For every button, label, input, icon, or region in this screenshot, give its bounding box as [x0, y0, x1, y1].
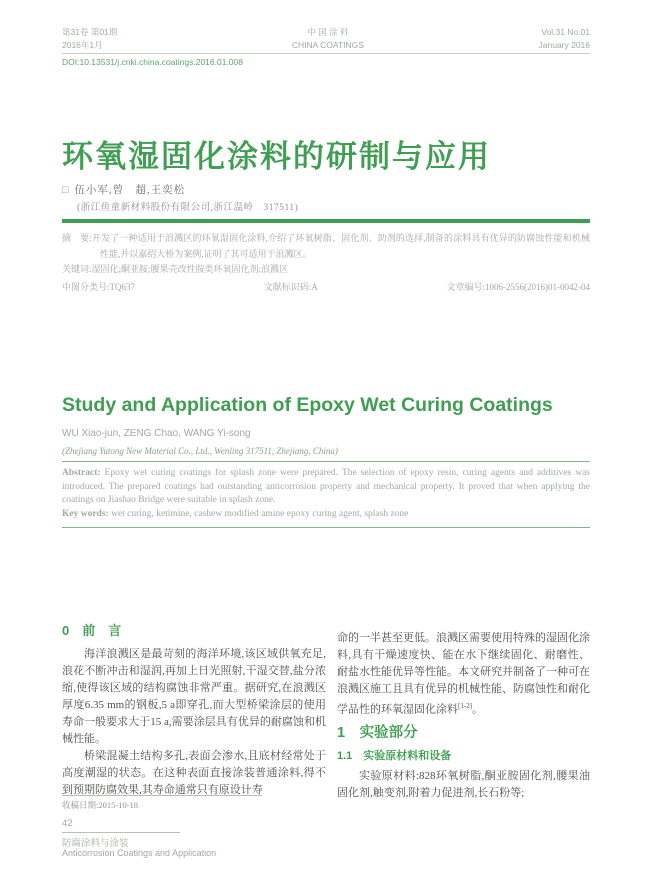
volume-issue-en: Vol.31 No.01	[541, 27, 590, 37]
article-id: 文章编号:1006-2556(2016)01-0042-04	[446, 281, 590, 292]
journal-name-en: CHINA COATINGS	[291, 40, 364, 50]
masthead	[62, 26, 590, 52]
abstract-label-en: Abstract:	[62, 468, 101, 478]
abstract-label-cn: 摘 要:	[62, 233, 92, 243]
abstract-text-en: Epoxy wet curing coatings for splash zone were prepared. The selection of epoxy resin, curing agents and additives was introduced. The prepared coatings had outstanding anticorrosion property and mechanical property. It proved that when applying the coatings on Jiashao Bridge were suitable in splash zone.	[62, 468, 590, 505]
footer-journal-cn: 防腐涂料与涂装	[62, 839, 129, 849]
abstract-block-en	[62, 461, 590, 528]
received-date: 收稿日期:2015-10-18	[62, 800, 139, 810]
received-footnote	[62, 795, 326, 811]
keywords-en	[62, 508, 590, 522]
reference-marker: [1-2]	[458, 702, 472, 710]
masthead-volume-cn	[62, 26, 117, 52]
date-cn: 2016年1月	[62, 40, 103, 50]
journal-name-cn: 中 国 涂 料	[307, 27, 349, 37]
keywords-text-cn: 湿固化;酮亚胺;腰果壳改性胺类环氧固化剂;浪溅区	[91, 264, 289, 274]
paragraph-3-text: 命的一半甚至更低。浪溅区需要使用特殊的湿固化涂料,具有干燥速度快、能在水下继续固化、耐磨性、耐盐水性能优异等性能。本文研究并制备了一种可在浪溅区施工且具有优异的机械性能、防腐蚀性和耐化学品性的环氧湿固化涂料	[337, 632, 590, 716]
document-code: 文献标识码:A	[263, 281, 318, 292]
body-column-right	[337, 630, 590, 802]
keywords-cn	[62, 262, 590, 278]
authors-cn	[62, 182, 185, 197]
footnote-divider	[62, 795, 262, 796]
section-heading-1-1: 1.1 实验原材料和设备	[337, 749, 452, 762]
author-marker-icon: □	[62, 185, 70, 196]
section-heading-0: 0 前 言	[62, 623, 122, 638]
keywords-label-en: Key words:	[62, 508, 109, 519]
body-paragraph-4: 实验原材料:828环氧树脂,酮亚胺固化剂,腰果油固化剂,触变剂,附着力促进剂,长石粉等;	[337, 769, 590, 799]
article-title-cn: 环氧湿固化涂料的研制与应用	[62, 139, 491, 174]
page-number: 42	[62, 818, 73, 829]
body-paragraph-1: 海洋浪溅区是最苛刻的海洋环境,该区域供氧充足,浪花不断冲击和湿润,再加上日光照射,干湿交替,盐分浓缩,使得该区域的结构腐蚀非常严重。据研究,在浪溅区厚度6.35 mm的钢板,5 a即穿孔,而大型桥梁涂层的使用寿命一般要求大于15 a,需要涂层具有优异的耐腐蚀和机械性能。	[62, 648, 326, 745]
affiliation-cn: (浙江鱼童新材料股份有限公司,浙江温岭 317511)	[77, 203, 299, 213]
volume-issue-cn: 第31卷 第01期	[62, 27, 118, 37]
footer-journal-en: Anticorrosion Coatings and Application	[62, 848, 217, 858]
date-en: January 2016	[538, 40, 590, 50]
body-column-left	[62, 622, 326, 799]
section-heading-1: 1 实验部分	[337, 724, 418, 741]
abstract-text-cn: 开发了一种适用于浪溅区的环氧湿固化涂料,介绍了环氧树脂、固化剂、助剂的选择,制备的涂料具有优异的防腐蚀性能和机械性能,并以嘉绍大桥为案例,证明了其可适用于浪溅区。	[91, 233, 590, 259]
author-names-cn: 伍小军,曾 超,王奕松	[74, 185, 186, 196]
abstract-block-cn	[62, 231, 590, 295]
abstract-cn	[62, 231, 590, 262]
affiliation-en: (Zhejiang Yutong New Material Co., Ltd., Wenling 317511, Zhejiang, China)	[62, 446, 338, 456]
paragraph-3-tail: 。	[472, 703, 483, 716]
footer-divider	[62, 832, 180, 833]
article-title-en: Study and Application of Epoxy Wet Curing Coatings	[62, 394, 553, 416]
masthead-volume-en	[538, 26, 590, 52]
authors-en: WU Xiao-jun, ZENG Chao, WANG Yi-song	[62, 428, 251, 439]
keywords-label-cn: 关键词:	[62, 264, 92, 274]
clc-number: 中图分类号:TQ637	[62, 281, 135, 292]
masthead-journal-name	[292, 26, 364, 52]
body-paragraph-2: 桥梁混凝土结构多孔,表面会渗水,且底材经常处于高度潮湿的状态。在这种表面直接涂装普通涂料,得不到预期防腐效果,其寿命通常只有原设计寿	[62, 750, 326, 796]
doi-text: DOI:10.13531/j.cnki.china.coatings.2016.01.008	[62, 57, 243, 67]
classification-row	[62, 280, 590, 296]
keywords-text-en: wet curing, ketimine, cashew modified amine epoxy curing agent, splash zone	[108, 508, 409, 519]
body-paragraph-3	[337, 630, 590, 719]
abstract-en	[62, 467, 590, 508]
title-divider-bar	[62, 219, 590, 223]
masthead-divider	[62, 53, 590, 54]
